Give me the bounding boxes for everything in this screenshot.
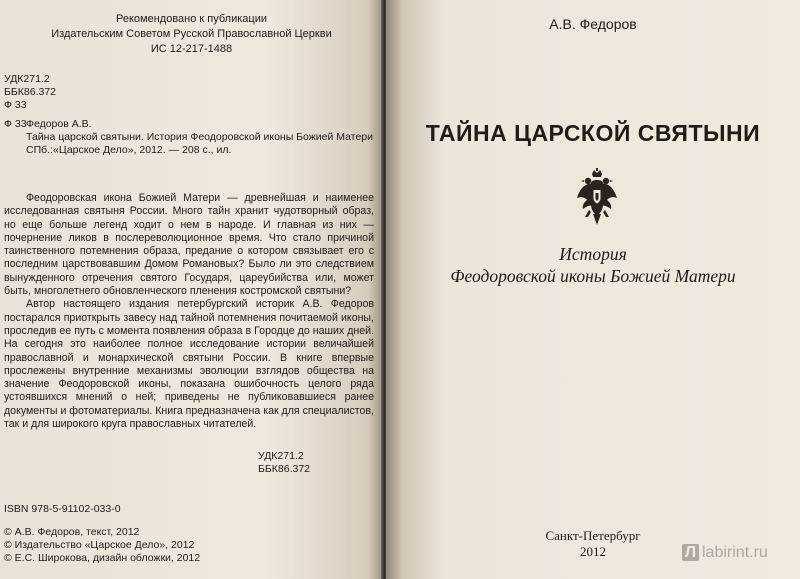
author-name: А.В. Федоров	[549, 16, 637, 32]
recommendation-line: Рекомендовано к публикации	[116, 13, 267, 25]
copyright-line: © А.В. Федоров, текст, 2012	[4, 526, 140, 538]
right-page	[386, 0, 800, 579]
catalog-imprint: СПб.:«Царское Дело», 2012. — 208 с., ил.	[26, 144, 232, 156]
copyright-line: © Е.С. Широкова, дизайн обложки, 2012	[4, 552, 201, 564]
double-headed-eagle-icon	[576, 168, 618, 228]
udk-code: УДК271.2	[4, 73, 50, 85]
catalog-title: Тайна царской святыни. История Феодоровской иконы Божией Матери	[26, 131, 373, 143]
bbk-code: ББК86.372	[258, 463, 311, 475]
city: Санкт-Петербург	[545, 528, 641, 543]
udk-code: УДК271.2	[258, 450, 304, 462]
subtitle-line: Феодоровской иконы Божией Матери	[450, 266, 736, 286]
bbk-code: ББК86.372	[4, 86, 57, 98]
recommendation-line: Издательским Советом Русской Православной Церкви	[51, 28, 332, 40]
catalog-entry	[4, 118, 373, 157]
annotation-paragraph: Автор настоящего издания петербургский историк А.В. Федоров постарался приоткрыть завесу над тайной потемнения почитаемой иконы, проследив ее путь с момента появления образа в Городце до наших дней. На сегодня это наиболее полное исследование истории величайшей православной и монархической святыни России. В книге впервые прослежены внутренние механизмы эволюции взглядов общества на значение Феодоровской иконы, показана ошибочность целого ряда устоявшихся мнений о ней; приведены не публиковавшиеся ранее документы и фотоматериалы. Книга предназначена как для специалистов, так и для широкого круга православных читателей.	[4, 298, 374, 431]
left-page	[0, 0, 383, 579]
copyright-block	[4, 526, 200, 565]
classification-codes-bottom	[258, 450, 310, 476]
catalog-code: Ф 33	[4, 118, 27, 130]
recommendation-block	[0, 12, 383, 57]
catalog-author: Федоров А.В.	[26, 118, 92, 130]
isbn: ISBN 978-5-91102-033-0	[4, 503, 121, 515]
annotation-paragraph: Феодоровская икона Божией Матери — древнейшая и наименее исследованная святыня России. Много тайн хранит чудотворный образ, но еще больше легенд ходит о нем в народе. И главная из них — почернение ликов в послереволюционное время. Что стало причиной таинственного потемнения образа, предание о котором связывает его с последним царствовавшим Домом Романовых? Было ли это следствием вынужденного отречения святого Государя, цареубийства или, может быть, многолетнего обновленческого пленения костромской святыни?	[4, 192, 374, 298]
classification-codes	[4, 73, 56, 112]
author-mark: Ф 33	[4, 99, 27, 111]
subtitle	[386, 243, 800, 287]
book-title: ТАЙНА ЦАРСКОЙ СВЯТЫНИ	[425, 120, 761, 146]
recommendation-line: ИС 12-217-1488	[150, 43, 233, 55]
year: 2012	[580, 544, 606, 559]
subtitle-line: История	[559, 244, 627, 264]
watermark-text: labirint.ru	[702, 544, 768, 561]
annotation	[4, 192, 374, 431]
watermark-logo: Л	[682, 544, 699, 561]
watermark	[682, 544, 768, 562]
copyright-line: © Издательство «Царское Дело», 2012	[4, 539, 195, 551]
